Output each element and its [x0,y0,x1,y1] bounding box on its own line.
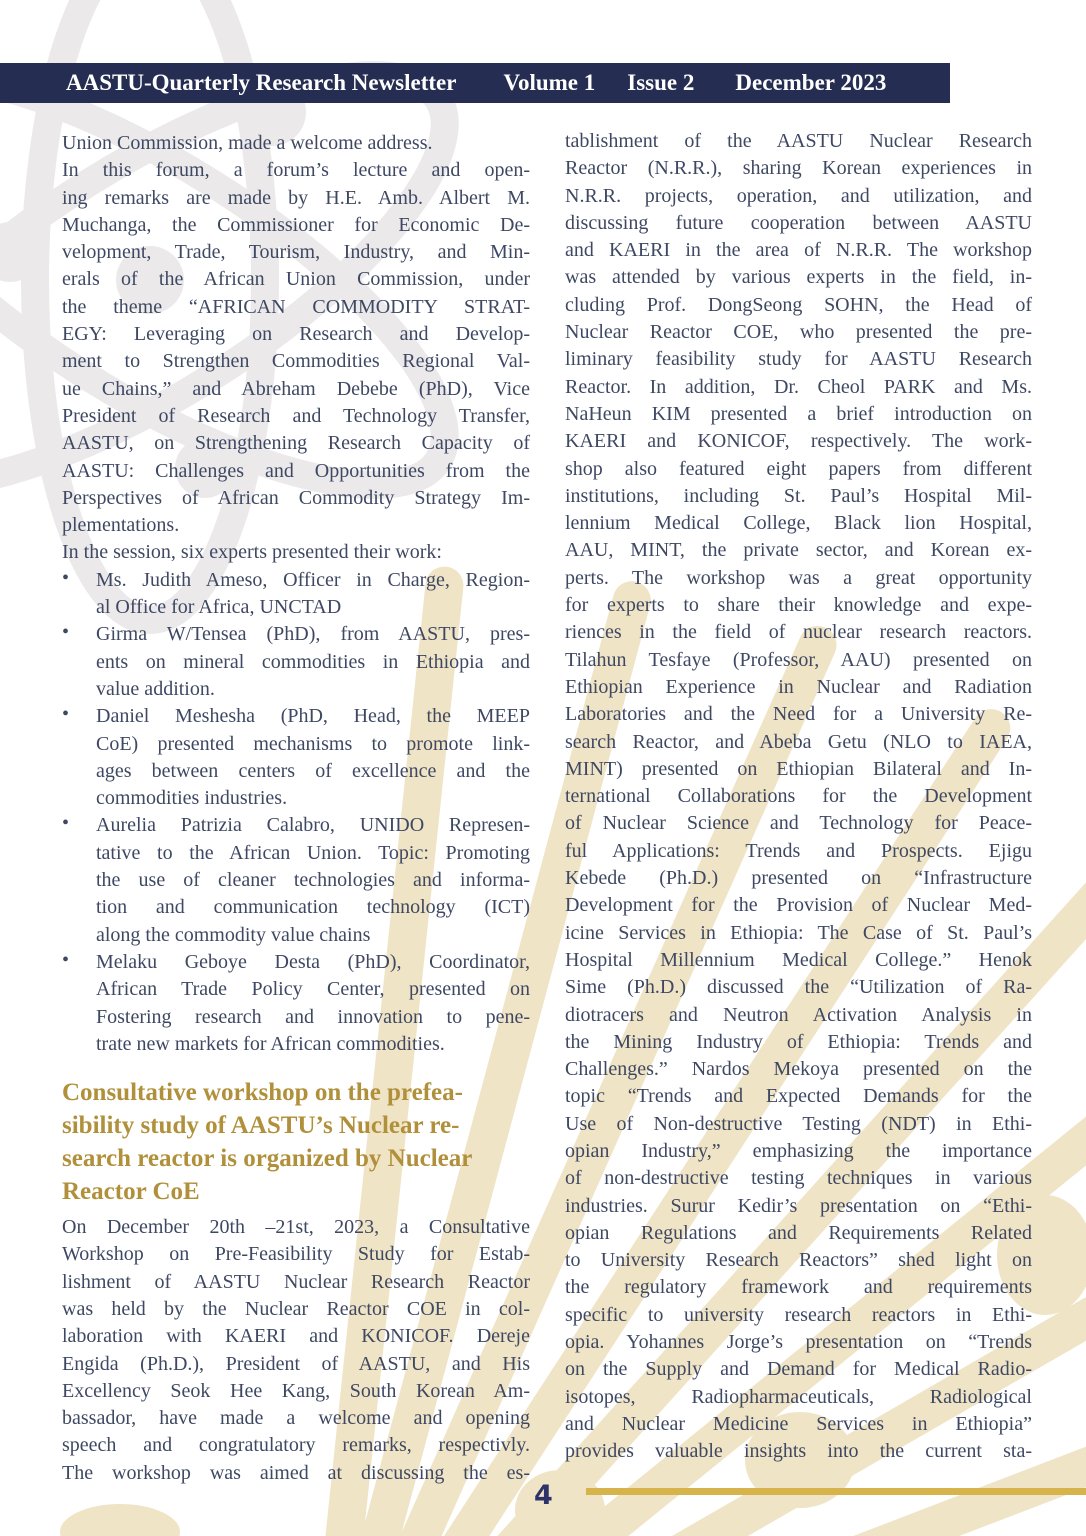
footer-rule [586,1488,1086,1495]
text-line: KAERI and KONICOF, respectively. The work- [565,430,1032,453]
text-line: on the Supply and Demand for Medical Radio- [565,1358,1032,1381]
text-line: President of Research and Technology Transfer, [62,404,530,427]
text-line: specific to university research reactors in Ethi- [565,1303,1032,1326]
text-line: the regulatory framework and requirements [565,1276,1032,1299]
text-line: the theme “AFRICAN COMMODITY STRAT- [62,295,530,318]
text-line: opian Regulations and Requirements Related [565,1221,1032,1244]
text-line: sibility study of AASTU’s Nuclear re- [62,1112,460,1140]
text-line: of Nuclear Science and Technology for Peace- [565,812,1032,835]
list-item [62,567,530,622]
text-line: The workshop was aimed at discussing the es- [62,1461,530,1484]
text-line: Laboratories and the Need for a University Re- [565,703,1032,726]
text-line: of non-destructive testing techniques in various [565,1167,1032,1190]
header-bar [0,63,950,103]
text-line: ages between centers of excellence and the [96,759,530,782]
text-line: Use of Non-destructive Testing (NDT) in Ethi- [565,1112,1032,1135]
text-line: ful Applications: Trends and Prospects. Ejigu [565,839,1032,862]
paragraph [62,539,530,566]
text-line: liminary feasibility study for AASTU Research [565,348,1032,371]
text-line: Tilahun Tesfaye (Professor, AAU) presented on [565,648,1032,671]
text-line: ing remarks are made by H.E. Amb. Albert M. [62,186,530,209]
text-line: Girma W/Tensea (PhD), from AASTU, pres- [96,623,530,646]
text-line: discussing future cooperation between AASTU [565,211,1032,234]
text-line: was held by the Nuclear Reactor COE in col- [62,1297,530,1320]
text-line: was attended by various experts in the field, in- [565,266,1032,289]
text-line: NaHeun KIM presented a brief introduction on [565,402,1032,425]
paragraph [62,1214,530,1487]
text-line: Nuclear Reactor COE, who presented the pre- [565,321,1032,344]
text-line: for experts to share their knowledge and expe- [565,594,1032,617]
text-line: icine Services in Ethiopia: The Case of St. Paul’s [565,921,1032,944]
text-line: the use of cleaner technologies and informa- [96,869,530,892]
text-line: Reactor (N.R.R.), sharing Korean experiences in [565,157,1032,180]
text-line: Kebede (Ph.D.) presented on “Infrastructure [565,867,1032,890]
text-line: along the commodity value chains [96,923,371,946]
text-line: diotracers and Neutron Activation Analysis in [565,1003,1032,1026]
text-line: Daniel Meshesha (PhD, Head, the MEEP [96,705,530,728]
text-line: In the session, six experts presented their work: [62,541,442,564]
text-line: Sime (Ph.D.) discussed the “Utilization of Ra- [565,976,1032,999]
list-item [62,812,530,948]
page-number: 4 [534,1480,553,1511]
paragraph [565,128,1032,1466]
text-line: velopment, Trade, Tourism, Industry, and Min- [62,241,530,264]
text-line: In this forum, a forum’s lecture and open- [62,159,530,182]
bullet-icon: • [62,948,70,971]
list-item-text [96,703,530,812]
text-line: ue Chains,” and Abreham Debebe (PhD), Vice [62,377,530,400]
text-line: institutions, including St. Paul’s Hospital Mil- [565,484,1032,507]
text-line: Workshop on Pre-Feasibility Study for Estab- [62,1243,530,1266]
text-line: commodities industries. [96,787,288,810]
text-line: to University Research Reactors” shed light on [565,1249,1032,1272]
text-line: the Mining Industry of Ethiopia: Trends and [565,1030,1032,1053]
bullet-icon: • [62,566,70,589]
bullet-icon: • [62,703,70,726]
section-heading [62,1076,530,1208]
text-line: search reactor is organized by Nuclear [62,1145,473,1173]
text-line: ment to Strengthen Commodities Regional Val- [62,350,530,373]
bullet-icon: • [62,812,70,835]
text-line: shop also featured eight papers from different [565,457,1032,480]
list-item [62,621,530,703]
text-line: tion and communication technology (ICT) [96,896,530,919]
text-line: bassador, have made a welcome and opening [62,1407,530,1430]
list-item [62,949,530,1058]
text-line: lishment of AASTU Nuclear Research Reactor [62,1270,530,1293]
issue-label: Issue 2 [627,70,695,95]
text-line: search Reactor, and Abeba Getu (NLO to IAEA, [565,730,1032,753]
text-line: Perspectives of African Commodity Strategy Im- [62,486,530,509]
text-line: and KAERI in the area of N.R.R. The workshop [565,239,1032,262]
text-line: Fostering research and innovation to pene- [96,1005,530,1028]
text-line: topic “Trends and Expected Demands for the [565,1085,1032,1108]
text-line: Aurelia Patrizia Calabro, UNIDO Represen- [96,814,530,837]
text-line: cluding Prof. DongSeong SOHN, the Head of [565,293,1032,316]
text-line: erals of the African Union Commission, under [62,268,530,291]
text-line: laboration with KAERI and KONICOF. Dereje [62,1325,530,1348]
text-line: EGY: Leveraging on Research and Develop- [62,323,530,346]
text-line: opia. Yohannes Jorge’s presentation on “Trends [565,1331,1032,1354]
text-line: CoE) presented mechanisms to promote link- [96,732,530,755]
text-line: tablishment of the AASTU Nuclear Research [565,130,1032,152]
newsletter-title: AASTU-Quarterly Research Newsletter [66,70,457,95]
paragraph [62,130,530,157]
text-line: opian Industry,” emphasizing the importance [565,1139,1032,1162]
text-line: Union Commission, made a welcome address. [62,132,433,154]
text-line: MINT) presented on Ethiopian Bilateral and In- [565,757,1032,780]
text-line: perts. The workshop was a great opportunity [565,566,1032,589]
text-line: and Nuclear Medicine Services in Ethiopia” [565,1412,1032,1435]
text-line: Hospital Millennium Medical College.” Henok [565,948,1032,971]
text-line: Excellency Seok Hee Kang, South Korean Am- [62,1379,530,1402]
text-line: industries. Surur Kedir’s presentation on “Ethi- [565,1194,1032,1217]
text-line: AASTU, on Strengthening Research Capacity of [62,432,530,455]
text-line: plementations. [62,514,180,537]
left-column [62,130,530,1487]
text-line: provides valuable insights into the current sta- [565,1440,1032,1463]
text-line: ternational Collaborations for the Development [565,785,1032,808]
list-item-text [96,567,530,622]
text-line: Ethiopian Experience in Nuclear and Radiation [565,675,1032,698]
text-line: Ms. Judith Ameso, Officer in Charge, Region- [96,568,530,591]
list-item-text [96,949,530,1058]
list-item-text [96,812,530,948]
text-line: value addition. [96,677,215,700]
text-line: trate new markets for African commodities. [96,1032,445,1055]
text-line: AASTU: Challenges and Opportunities from the [62,459,530,482]
text-line: Challenges.” Nardos Mekoya presented on the [565,1058,1032,1081]
text-line: African Trade Policy Center, presented on [96,978,530,1001]
text-line: Melaku Geboye Desta (PhD), Coordinator, [96,950,530,973]
paragraph [62,157,530,539]
text-line: ents on mineral commodities in Ethiopia and [96,650,530,673]
text-line: AAU, MINT, the private sector, and Korean ex- [565,539,1032,562]
text-line: Reactor CoE [62,1178,200,1206]
date-label: December 2023 [735,70,887,95]
text-line: speech and congratulatory remarks, respectivly. [62,1434,530,1457]
text-line: On December 20th –21st, 2023, a Consultative [62,1216,530,1239]
text-line: Engida (Ph.D.), President of AASTU, and His [62,1352,530,1375]
text-line: Muchanga, the Commissioner for Economic De- [62,213,530,236]
volume-label: Volume 1 [503,70,596,95]
text-line: Reactor. In addition, Dr. Cheol PARK and Ms. [565,375,1032,398]
text-line: N.R.R. projects, operation, and utilization, and [565,184,1032,207]
text-line: isotopes, Radiopharmaceuticals, Radiological [565,1385,1032,1408]
list-item [62,703,530,812]
text-line: riences in the field of nuclear research reactors. [565,621,1032,644]
text-line: tative to the African Union. Topic: Promoting [96,841,530,864]
text-line: lennium Medical College, Black lion Hospital, [565,512,1032,535]
text-line: al Office for Africa, UNCTAD [96,596,342,619]
text-line: Development for the Provision of Nuclear Med- [565,894,1032,917]
right-column [565,128,1032,1466]
text-line: Consultative workshop on the prefea- [62,1079,463,1107]
bullet-icon: • [62,621,70,644]
list-item-text [96,621,530,703]
